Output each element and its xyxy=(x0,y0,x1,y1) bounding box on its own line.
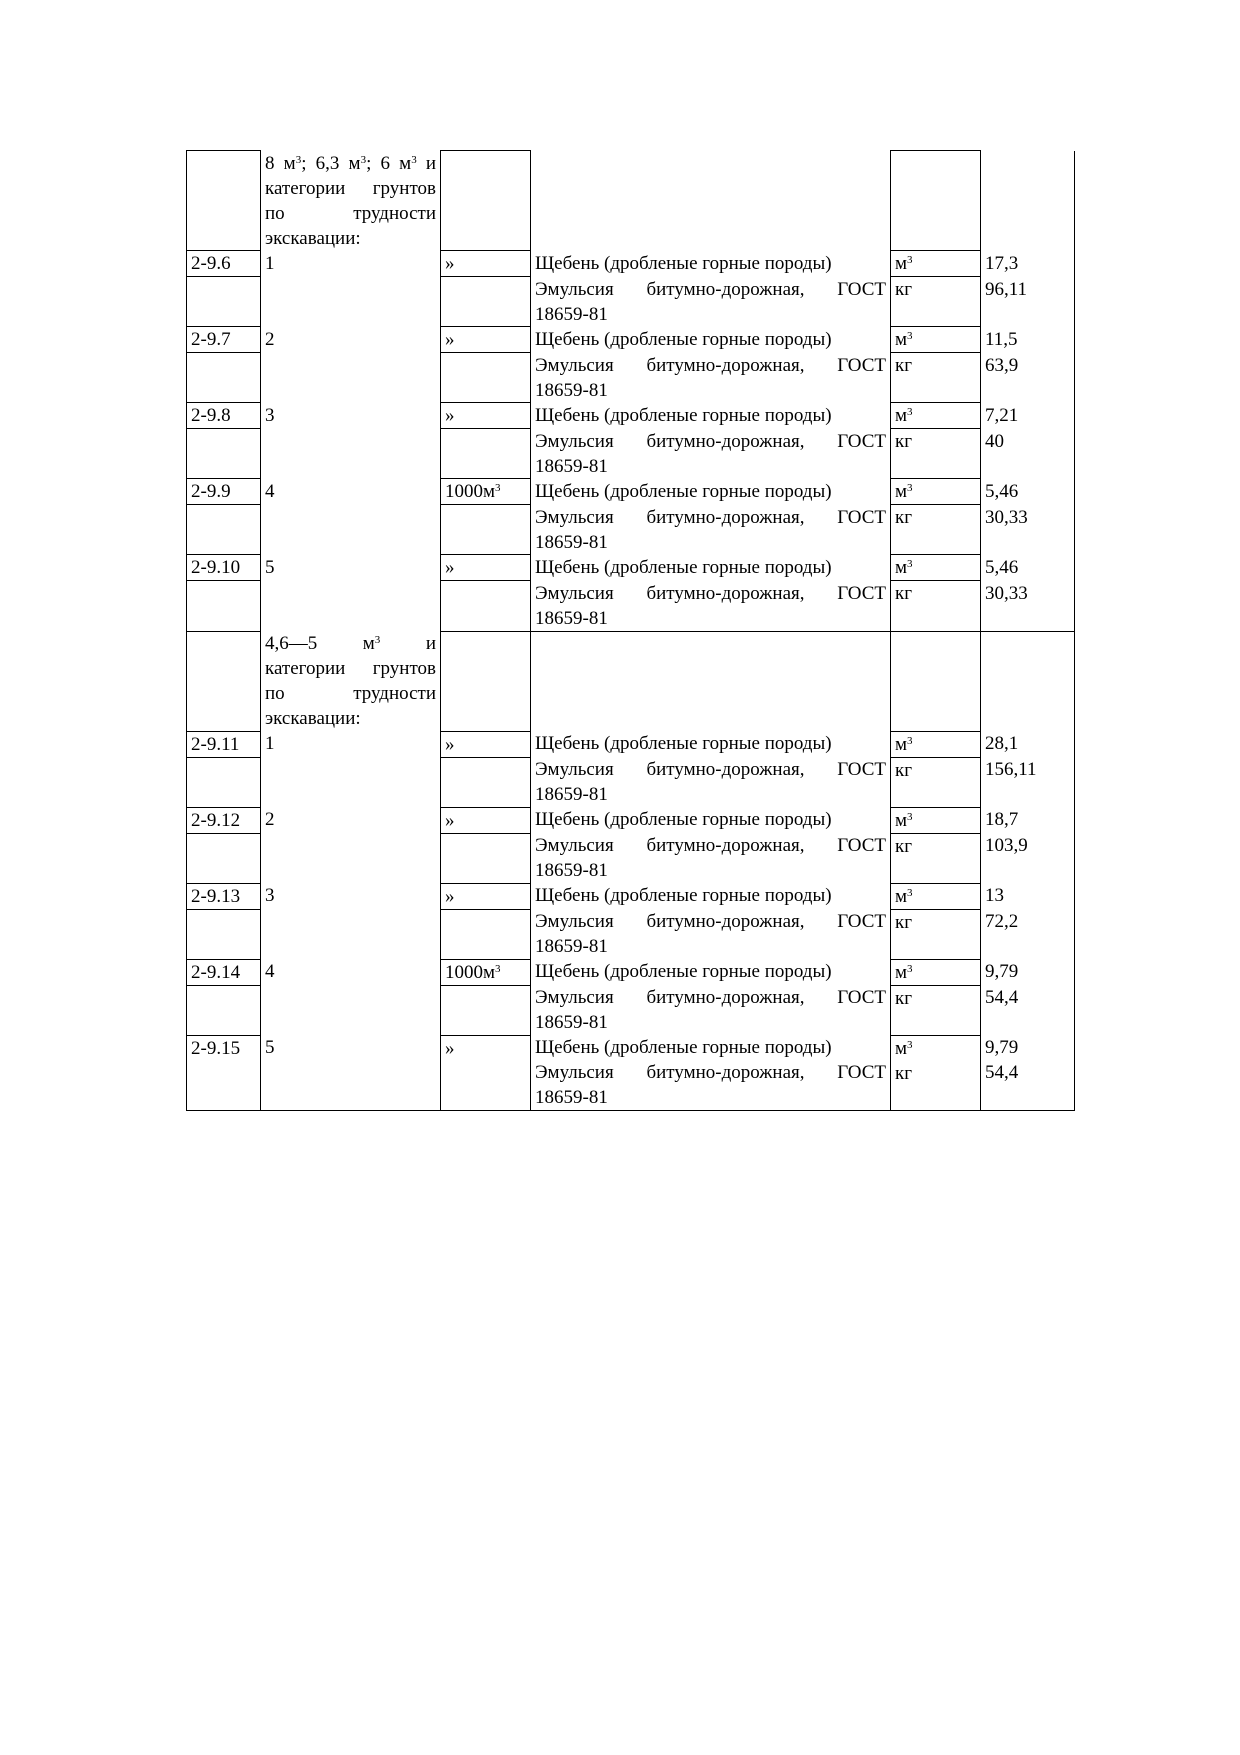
material-cell: Щебень (дробленые горные породы) xyxy=(531,959,891,985)
qty-cell: 72,2 xyxy=(981,909,1075,959)
qty-cell: 156,11 xyxy=(981,757,1075,807)
unit-cell: кг xyxy=(891,277,981,327)
meter-cell: » xyxy=(441,251,531,277)
material-cell xyxy=(531,909,891,959)
material-text: 18659-81 xyxy=(535,379,608,401)
superscript: 3 xyxy=(411,153,417,166)
code-cell: 2-9.6 xyxy=(187,251,261,277)
unit-cell: кг xyxy=(891,833,981,883)
unit-cell: кг xyxy=(891,353,981,403)
unit-cell xyxy=(891,631,981,731)
code-cell xyxy=(187,833,261,883)
unit-cell xyxy=(891,151,981,251)
header-text: и xyxy=(416,152,437,174)
code-cell xyxy=(187,631,261,731)
meter-cell xyxy=(441,581,531,632)
code-cell: 2-9.15 xyxy=(187,1035,261,1111)
meter-text: 1000м xyxy=(445,481,496,502)
unit-cell: кг xyxy=(891,985,981,1035)
category-cell: 1 xyxy=(261,731,441,757)
qty-cell: 5,46 xyxy=(981,479,1075,505)
section-header-row xyxy=(187,151,1075,251)
header-text: и xyxy=(425,633,436,654)
meter-cell xyxy=(441,631,531,731)
material-cell: Щебень (дробленые горные породы) xyxy=(531,555,891,581)
meter-cell xyxy=(441,479,531,505)
category-cell xyxy=(261,833,441,883)
superscript: 3 xyxy=(495,962,501,975)
unit-cell: кг xyxy=(891,429,981,479)
material-text: 18659-81 xyxy=(535,455,608,477)
material-cell: Щебень (дробленые горные породы) xyxy=(531,883,891,909)
qty-cell: 5,46 xyxy=(981,555,1075,581)
material-cell: Щебень (дробленые горные породы) xyxy=(531,807,891,833)
qty-cell: 9,79 xyxy=(981,959,1075,985)
material-text: Эмульсия битумно-дорожная, ГОСТ xyxy=(535,987,886,1008)
superscript: 3 xyxy=(495,482,501,494)
material-cell: Щебень (дробленые горные породы) xyxy=(531,731,891,757)
material-cell xyxy=(531,985,891,1035)
material-cell xyxy=(531,631,891,731)
qty-cell: 54,4 xyxy=(981,985,1075,1035)
meter-cell: » xyxy=(441,555,531,581)
unit-text: м xyxy=(895,557,908,578)
material-cell xyxy=(531,353,891,403)
category-cell: 4 xyxy=(261,959,441,985)
meter-cell xyxy=(441,277,531,327)
material-text: 18659-81 xyxy=(535,860,608,881)
category-cell: 5 xyxy=(261,555,441,581)
meter-cell xyxy=(441,505,531,555)
meter-text: 1000м xyxy=(445,961,496,983)
superscript: 3 xyxy=(907,254,913,266)
material-cell: Щебень (дробленые горные породы) xyxy=(531,327,891,353)
unit-text xyxy=(895,1036,976,1061)
unit-cell xyxy=(891,883,981,909)
unit-cell xyxy=(891,327,981,353)
qty-cell: 63,9 xyxy=(981,353,1075,403)
unit-cell xyxy=(891,403,981,429)
superscript: 3 xyxy=(907,810,913,823)
material-text: Эмульсия битумно-дорожная, ГОСТ xyxy=(535,1062,886,1083)
qty-cell: 40 xyxy=(981,429,1075,479)
material-cell xyxy=(531,833,891,883)
qty-cell: 11,5 xyxy=(981,327,1075,353)
superscript: 3 xyxy=(907,886,913,899)
meter-cell xyxy=(441,353,531,403)
material-text: Эмульсия битумно-дорожная, ГОСТ xyxy=(535,506,886,528)
header-text: экскавации: xyxy=(265,708,361,729)
category-cell: 3 xyxy=(261,883,441,909)
qty-text: 9,79 xyxy=(985,1037,1019,1058)
category-cell: 2 xyxy=(261,807,441,833)
table-row xyxy=(187,251,1075,277)
unit-cell xyxy=(891,479,981,505)
meter-cell: » xyxy=(441,731,531,757)
unit-cell: кг xyxy=(891,505,981,555)
qty-cell: 17,3 xyxy=(981,251,1075,277)
table-row xyxy=(187,807,1075,833)
unit-cell xyxy=(891,807,981,833)
header-text: по трудности xyxy=(265,683,436,704)
qty-cell: 7,21 xyxy=(981,403,1075,429)
material-text: Щебень (дробленые горные породы) xyxy=(535,1037,832,1058)
superscript: 3 xyxy=(907,962,913,975)
unit-cell: кг xyxy=(891,909,981,959)
table-row xyxy=(187,327,1075,353)
code-cell xyxy=(187,277,261,327)
category-cell: 1 xyxy=(261,251,441,277)
code-cell xyxy=(187,757,261,807)
superscript: 3 xyxy=(374,634,381,646)
material-cell xyxy=(531,757,891,807)
header-text: ; 6 м xyxy=(366,152,412,174)
code-cell: 2-9.14 xyxy=(187,959,261,985)
material-cell: Щебень (дробленые горные породы) xyxy=(531,479,891,505)
code-cell: 2-9.13 xyxy=(187,883,261,909)
unit-cell xyxy=(891,555,981,581)
material-text: 18659-81 xyxy=(535,936,608,957)
unit-cell: кг xyxy=(891,757,981,807)
material-text: Эмульсия битумно-дорожная, ГОСТ xyxy=(535,354,886,376)
superscript: 3 xyxy=(360,153,367,166)
qty-cell xyxy=(981,151,1075,251)
qty-cell xyxy=(981,1035,1075,1111)
material-text: 18659-81 xyxy=(535,607,608,629)
section-header-cell xyxy=(261,151,441,251)
category-cell xyxy=(261,581,441,632)
unit-text: м xyxy=(895,885,908,907)
unit-text: м xyxy=(895,405,908,426)
header-text: 4,6—5 м xyxy=(265,633,375,654)
meter-cell: » xyxy=(441,807,531,833)
category-cell: 2 xyxy=(261,327,441,353)
qty-text: 54,4 xyxy=(985,1062,1019,1083)
qty-cell: 30,33 xyxy=(981,505,1075,555)
header-text: экскавации: xyxy=(265,227,361,249)
category-cell xyxy=(261,985,441,1035)
code-cell: 2-9.12 xyxy=(187,807,261,833)
meter-cell xyxy=(441,833,531,883)
qty-cell: 96,11 xyxy=(981,277,1075,327)
code-cell xyxy=(187,429,261,479)
table-row xyxy=(187,757,1075,807)
meter-cell: » xyxy=(441,883,531,909)
material-cell xyxy=(531,151,891,251)
qty-cell: 103,9 xyxy=(981,833,1075,883)
material-text: 18659-81 xyxy=(535,784,608,805)
code-cell: 2-9.9 xyxy=(187,479,261,505)
meter-cell xyxy=(441,757,531,807)
material-cell xyxy=(531,505,891,555)
superscript: 3 xyxy=(907,558,913,570)
table-row xyxy=(187,883,1075,909)
material-text: 18659-81 xyxy=(535,1012,608,1033)
qty-cell: 13 xyxy=(981,883,1075,909)
qty-cell xyxy=(981,631,1075,731)
unit-text: м xyxy=(895,961,908,983)
code-cell: 2-9.8 xyxy=(187,403,261,429)
header-text: 8 м xyxy=(265,152,296,174)
header-text: ; 6,3 м xyxy=(301,152,361,174)
table-row xyxy=(187,403,1075,429)
material-cell: Щебень (дробленые горные породы) xyxy=(531,251,891,277)
qty-cell: 30,33 xyxy=(981,581,1075,632)
code-cell: 2-9.11 xyxy=(187,731,261,757)
unit-cell: кг xyxy=(891,581,981,632)
category-cell: 5 xyxy=(261,1035,441,1111)
norms-table xyxy=(186,150,1075,1111)
meter-cell: » xyxy=(441,327,531,353)
material-text: Эмульсия битумно-дорожная, ГОСТ xyxy=(535,835,886,856)
meter-cell xyxy=(441,909,531,959)
table-row xyxy=(187,479,1075,505)
meter-cell xyxy=(441,959,531,985)
code-cell xyxy=(187,505,261,555)
category-cell xyxy=(261,277,441,327)
superscript: 3 xyxy=(907,406,913,418)
header-text: категории грунтов xyxy=(265,177,436,199)
table-row xyxy=(187,505,1075,555)
unit-cell xyxy=(891,959,981,985)
superscript: 3 xyxy=(907,1038,913,1051)
meter-cell xyxy=(441,151,531,251)
category-cell xyxy=(261,353,441,403)
category-cell: 3 xyxy=(261,403,441,429)
material-text: Эмульсия битумно-дорожная, ГОСТ xyxy=(535,582,886,604)
material-text: Эмульсия битумно-дорожная, ГОСТ xyxy=(535,759,886,780)
header-text: категории грунтов xyxy=(265,658,436,679)
material-cell xyxy=(531,581,891,632)
unit-text: кг xyxy=(895,1062,913,1084)
meter-cell xyxy=(441,985,531,1035)
unit-cell xyxy=(891,1035,981,1111)
table-row xyxy=(187,277,1075,327)
meter-cell: » xyxy=(441,1035,531,1111)
code-cell xyxy=(187,581,261,632)
table-row xyxy=(187,731,1075,757)
category-cell: 4 xyxy=(261,479,441,505)
material-text: 18659-81 xyxy=(535,531,608,553)
category-cell xyxy=(261,909,441,959)
section-header-row xyxy=(187,631,1075,731)
table-row xyxy=(187,429,1075,479)
material-text: 18659-81 xyxy=(535,1087,608,1108)
code-cell: 2-9.10 xyxy=(187,555,261,581)
code-cell: 2-9.7 xyxy=(187,327,261,353)
meter-cell xyxy=(441,429,531,479)
material-cell xyxy=(531,429,891,479)
table-row xyxy=(187,985,1075,1035)
material-cell xyxy=(531,277,891,327)
unit-text: м xyxy=(895,733,908,755)
material-text: Эмульсия битумно-дорожная, ГОСТ xyxy=(535,430,886,452)
table-row xyxy=(187,555,1075,581)
code-cell xyxy=(187,909,261,959)
superscript: 3 xyxy=(295,153,302,166)
unit-cell xyxy=(891,731,981,757)
qty-cell: 28,1 xyxy=(981,731,1075,757)
unit-text: м xyxy=(895,329,908,350)
unit-cell xyxy=(891,251,981,277)
category-cell xyxy=(261,429,441,479)
material-cell: Щебень (дробленые горные породы) xyxy=(531,403,891,429)
table-row xyxy=(187,581,1075,632)
header-text: по трудности xyxy=(265,202,436,224)
material-text: Эмульсия битумно-дорожная, ГОСТ xyxy=(535,278,886,300)
unit-text: м xyxy=(895,809,908,831)
material-text: Эмульсия битумно-дорожная, ГОСТ xyxy=(535,911,886,932)
qty-cell: 18,7 xyxy=(981,807,1075,833)
table-row xyxy=(187,353,1075,403)
code-cell xyxy=(187,151,261,251)
code-cell xyxy=(187,353,261,403)
table-row xyxy=(187,1035,1075,1111)
category-cell xyxy=(261,505,441,555)
unit-text: м xyxy=(895,481,908,502)
superscript: 3 xyxy=(907,330,913,342)
unit-text: м xyxy=(895,1037,908,1059)
code-cell xyxy=(187,985,261,1035)
meter-cell: » xyxy=(441,403,531,429)
category-cell xyxy=(261,757,441,807)
superscript: 3 xyxy=(907,482,913,494)
table-row xyxy=(187,833,1075,883)
table-row xyxy=(187,909,1075,959)
material-cell xyxy=(531,1035,891,1111)
table-row xyxy=(187,959,1075,985)
unit-text: м xyxy=(895,253,908,274)
superscript: 3 xyxy=(907,734,913,747)
material-text: 18659-81 xyxy=(535,303,608,325)
section-header-cell xyxy=(261,631,441,731)
